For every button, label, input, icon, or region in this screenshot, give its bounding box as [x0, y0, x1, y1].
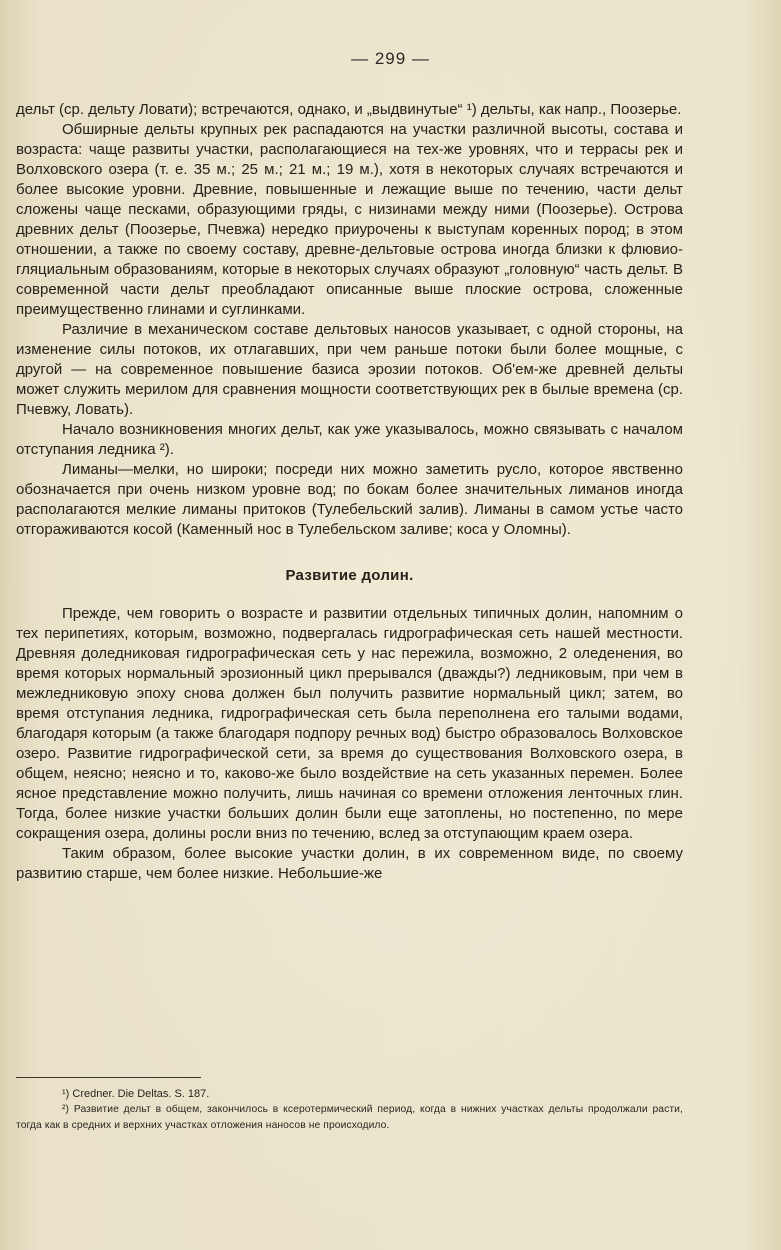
paragraph-continuation: дельт (ср. дельту Ловати); встречаются, однако, и „выдвинутые“ ¹) дельты, как напр., Поозерье.: [16, 101, 682, 118]
page-number: — 299 —: [351, 49, 430, 68]
paragraph-valleys: Прежде, чем говорить о возрасте и развитии отдельных типичных долин, напомним о тех перипетиях, которым, возможно, подвергалась гидрографическая сеть нашей местности. Древняя доледниковая гидрографическая сеть у нас пережила, возможно, 2 оледенения, во время которых нормальный эрозионный цикл прерывался (дважды?) ледниковым, при чем в межледниковую эпоху снова должен был получить развитие нормальный цикл; затем, во время отступания ледника, гидрографическая сеть была переполнена его талыми водами, благодаря которым (а также благодаря подпору речных вод) быстро образовалось Волховское озеро. Развитие гидрографической сети, за время до существования Волховского озера, в общем, неясно; неясно и то, каково-же было воздействие на сеть указанных перемен. Более ясное представление можно получить, лишь начиная со времени отложения ленточных глин. Тогда, более низкие участки больших долин были еще затоплены, но постепенно, по мере сокращения озера, долины росли вниз по течению, вслед за отступающим краем озера.: [16, 605, 683, 842]
footnotes: [16, 1086, 683, 1134]
paragraph-sediments: Различие в механическом составе дельтовых наносов указывает, с одной стороны, на изменение силы потоков, их отлагавших, при чем раньше потоки были более мощные, с другой — на современное повышение базиса эрозии потоков. Об'ем-же древней дельты может служить мерилом для сравнения мощности соответствующих рек в былые времена (ср. Пчевжу, Ловать).: [16, 321, 683, 418]
paragraph-deltas: Обширные дельты крупных рек распадаются на участки различной высоты, состава и возраста: чаще развиты участки, располагающиеся на тех-же уровнях, что и террасы рек и Волховского озера (т. е. 35 м.; 25 м.; 21 м.; 19 м.), хотя в некоторых случаях встречаются и более высокие уровни. Древние, повышенные и лежащие выше по течению, части дельт сложены чаще песками, образующими гряды, с низинами между ними (Поозерье). Острова древних дельт (Поозерье, Пчевжа) нередко приурочены к выступам коренных пород; в этом отношении, а также по своему составу, древне-дельтовые острова иногда близки к флювио-гляциальным образованиям, которые в некоторых случаях образуют „головную“ часть дельт. В современной части дельт преобладают описанные выше плоские острова, сложенные преимущественно глинами и суглинками.: [16, 121, 683, 318]
section-heading: Развитие долин.: [285, 567, 414, 584]
main-text: [16, 100, 683, 884]
footnote-2: ²) Развитие дельт в общем, закончилось в ксеротермический период, когда в нижних участках дельты продолжали расти, тогда как в средних и верхних участках отложения наносов не происходило.: [16, 1104, 683, 1131]
footnote-1: ¹) Credner. Die Deltas. S. 187.: [62, 1088, 210, 1100]
footnote-divider: [16, 1077, 201, 1078]
paragraph-valleys-age: Таким образом, более высокие участки долин, в их современном виде, по своему развитию старше, чем более низкие. Небольшие-же: [16, 845, 683, 882]
paragraph-limans: Лиманы—мелки, но широки; посреди них можно заметить русло, которое явственно обозначается при очень низком уровне вод; по бокам более значительных лиманов иногда располагаются мелкие лиманы притоков (Тулебельский залив). Лиманы в самом устье часто отгораживаются косой (Каменный нос в Тулебельском заливе; коса у Оломны).: [16, 461, 683, 538]
paragraph-delta-origin: Начало возникновения многих дельт, как уже указывалось, можно связывать с началом отступания ледника ²).: [16, 421, 683, 458]
